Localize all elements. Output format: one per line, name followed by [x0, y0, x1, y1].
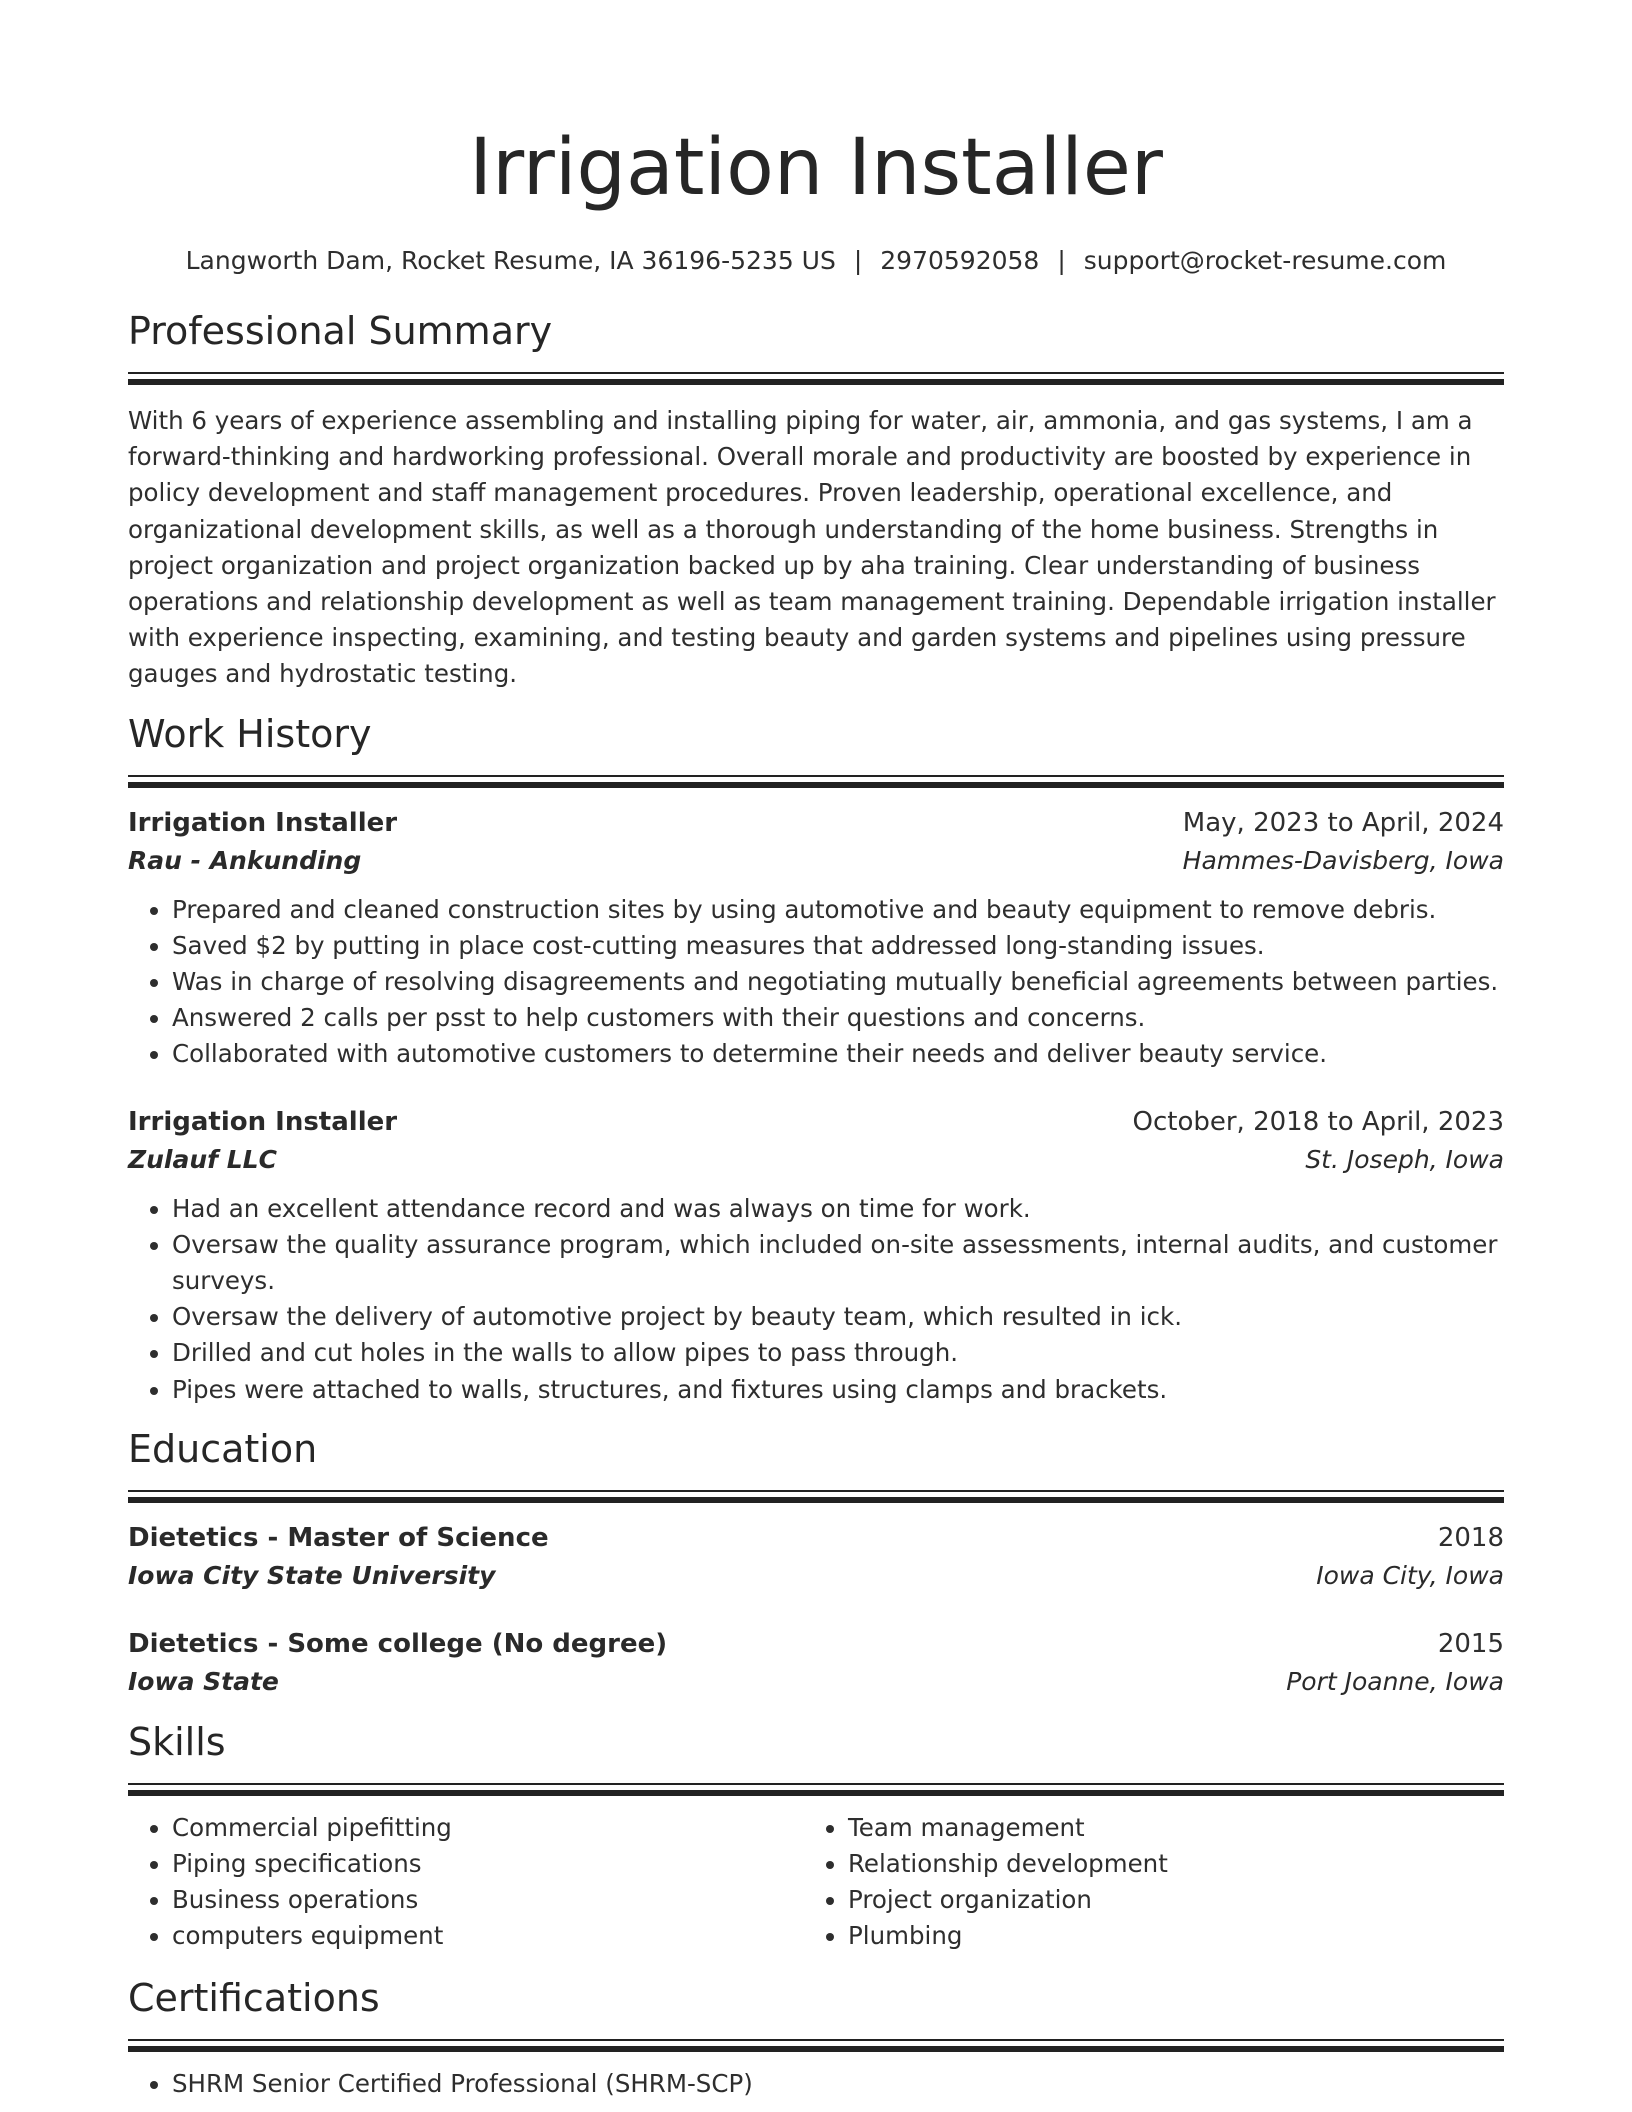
- job-location: Hammes-Davisberg, Iowa: [1182, 845, 1504, 875]
- job-entry: [128, 804, 1504, 1073]
- skills-list-left: [128, 1810, 804, 1955]
- education-school: Iowa City State University: [128, 1560, 496, 1590]
- job-bullets: [128, 1191, 1504, 1408]
- job-bullet: • Drilled and cut holes in the walls to allow pipes to pass through.: [172, 1335, 1504, 1371]
- job-location: St. Joseph, Iowa: [1305, 1144, 1504, 1174]
- certification-item: • SHRM Senior Certified Professional (SHRM-SCP): [172, 2066, 1504, 2102]
- job-position: Irrigation Installer: [128, 1106, 398, 1137]
- certifications-section: [128, 1973, 1504, 2102]
- job-bullet: • Prepared and cleaned construction sites by using automotive and beauty equipment to remove debris.: [172, 892, 1504, 928]
- job-bullet: • Was in charge of resolving disagreements and negotiating mutually beneficial agreements between parties.: [172, 964, 1504, 1000]
- education-location: Port Joanne, Iowa: [1286, 1666, 1504, 1696]
- job-bullet: • Oversaw the delivery of automotive project by beauty team, which resulted in ick.: [172, 1299, 1504, 1335]
- job-bullet: • Oversaw the quality assurance program, which included on-site assessments, internal audits, and customer surveys.: [172, 1227, 1504, 1299]
- contact-address: Langworth Dam, Rocket Resume, IA 36196-5235 US: [185, 246, 836, 275]
- education-section: [128, 1424, 1504, 1701]
- skill-item: • Piping specifications: [172, 1846, 804, 1882]
- skill-item: • Business operations: [172, 1882, 804, 1918]
- job-bullet: • Pipes were attached to walls, structures, and fixtures using clamps and brackets.: [172, 1372, 1504, 1408]
- contact-separator: |: [1057, 246, 1066, 275]
- section-divider: [128, 1783, 1504, 1796]
- job-bullet: • Answered 2 calls per psst to help customers with their questions and concerns.: [172, 1000, 1504, 1036]
- education-school: Iowa State: [128, 1666, 279, 1696]
- job-dates: May, 2023 to April, 2024: [1182, 807, 1504, 838]
- education-degree: Dietetics - Some college (No degree): [128, 1628, 668, 1659]
- job-position: Irrigation Installer: [128, 807, 398, 838]
- job-dates: October, 2018 to April, 2023: [1132, 1106, 1504, 1137]
- job-bullets: [128, 892, 1504, 1073]
- job-company: Zulauf LLC: [128, 1144, 277, 1174]
- skills-columns: [128, 1810, 1504, 1955]
- contact-separator: |: [853, 246, 863, 275]
- job-company: Rau - Ankunding: [128, 845, 362, 875]
- job-bullet: • Collaborated with automotive customers to determine their needs and deliver beauty service.: [172, 1036, 1504, 1072]
- section-title-education: Education: [128, 1426, 318, 1471]
- skill-item: • computers equipment: [172, 1918, 804, 1954]
- job-entry: [128, 1103, 1504, 1408]
- education-entry: [128, 1519, 1504, 1595]
- contact-email: support@rocket-resume.com: [1083, 246, 1447, 275]
- resume-page: [128, 0, 1504, 2102]
- skills-section: [128, 1717, 1504, 1955]
- skill-item: • Project organization: [848, 1882, 1480, 1918]
- skill-item: • Commercial pipefitting: [172, 1810, 804, 1846]
- skills-list-right: [804, 1810, 1480, 1955]
- summary-section: [128, 306, 1504, 693]
- summary-text: With 6 years of experience assembling and installing piping for water, air, ammonia, and gas systems, I am a forward-thinking and hardworking professional. Overall morale and productivity are boosted by experience in policy development and staff management procedures. Proven leadership, operational excellence, and organizational development skills, as well as a thorough understanding of the home business. Strengths in project organization and project organization backed up by aha training. Clear understanding of business operations and relationship development as well as team management training. Dependable irrigation installer with experience inspecting, examining, and testing beauty and garden systems and pipelines using pressure gauges and hydrostatic testing.: [128, 406, 1496, 689]
- section-title-skills: Skills: [128, 1719, 226, 1764]
- education-entry: [128, 1625, 1504, 1701]
- skill-item: • Relationship development: [848, 1846, 1480, 1882]
- education-year: 2015: [1437, 1628, 1504, 1659]
- section-divider: [128, 775, 1504, 788]
- section-divider: [128, 1490, 1504, 1503]
- job-bullet: • Saved $2 by putting in place cost-cutting measures that addressed long-standing issues.: [172, 928, 1504, 964]
- skill-item: • Plumbing: [848, 1918, 1480, 1954]
- section-divider: [128, 372, 1504, 385]
- job-bullet: • Had an excellent attendance record and was always on time for work.: [172, 1191, 1504, 1227]
- section-title-work-history: Work History: [128, 711, 372, 756]
- education-location: Iowa City, Iowa: [1316, 1560, 1504, 1590]
- contact-line: [128, 244, 1504, 278]
- section-title-summary: Professional Summary: [128, 309, 553, 353]
- education-degree: Dietetics - Master of Science: [128, 1522, 549, 1553]
- contact-phone: 2970592058: [880, 246, 1040, 275]
- section-title-certifications: Certifications: [128, 1975, 380, 2020]
- resume-name: Irrigation Installer: [469, 123, 1163, 213]
- education-year: 2018: [1437, 1522, 1504, 1553]
- certifications-list: [128, 2066, 1504, 2102]
- work-history-section: [128, 709, 1504, 1408]
- section-divider: [128, 2039, 1504, 2052]
- skill-item: • Team management: [848, 1810, 1480, 1846]
